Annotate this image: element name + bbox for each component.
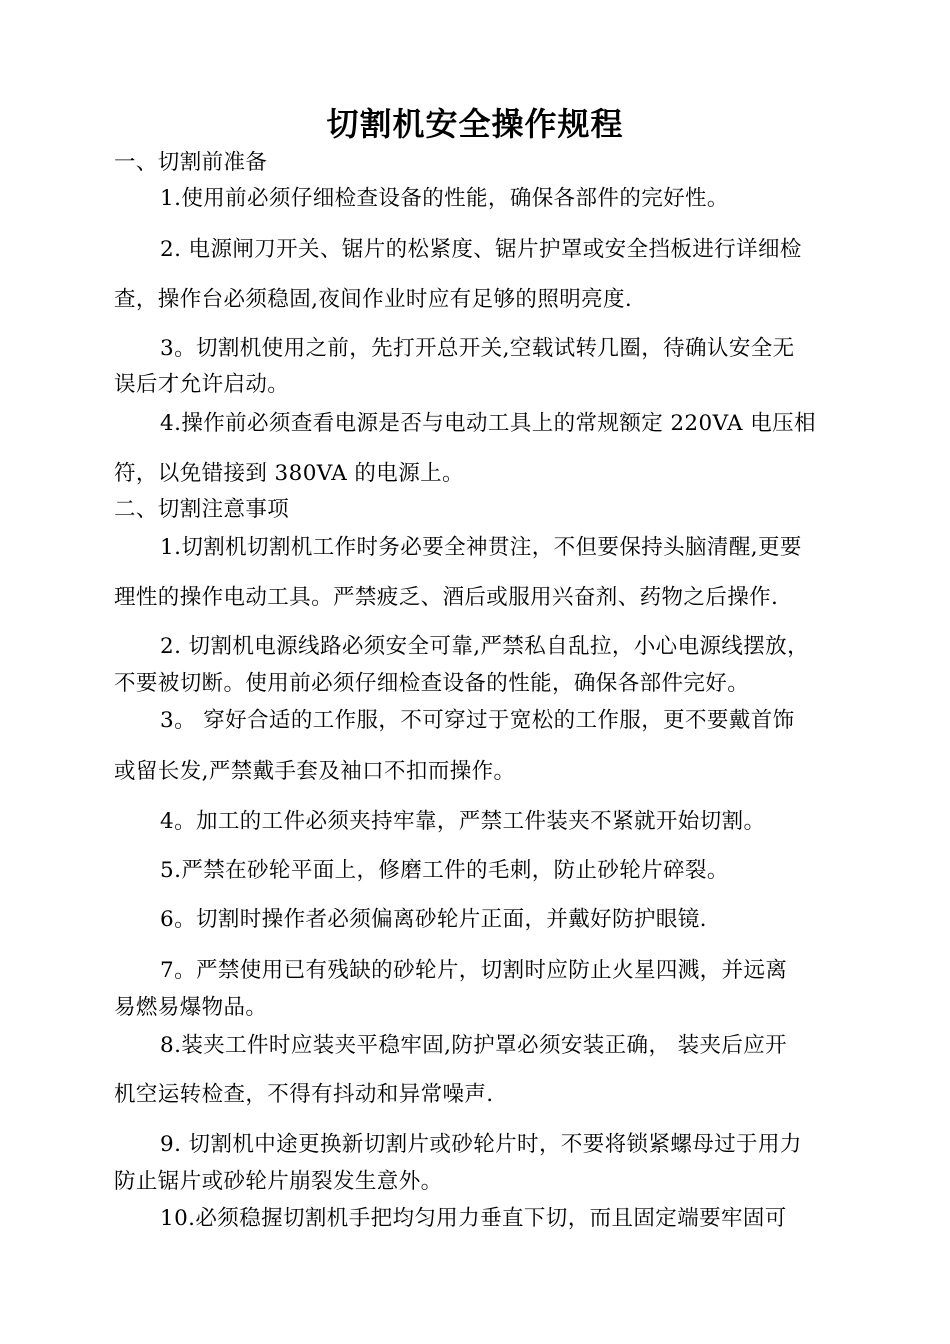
section-heading-1: 一、切割前准备 — [114, 150, 268, 175]
paragraph-line: 7。严禁使用已有残缺的砂轮片，切割时应防止火星四溅，并远离 — [160, 958, 788, 983]
paragraph-line: 符，以免错接到 380VA 的电源上。 — [114, 461, 464, 486]
paragraph-line: 5.严禁在砂轮平面上，修磨工件的毛刺，防止砂轮片碎裂。 — [160, 858, 729, 883]
paragraph-line: 4.操作前必须查看电源是否与电动工具上的常规额定 220VA 电压相 — [160, 411, 816, 436]
paragraph-line: 易燃易爆物品。 — [114, 995, 268, 1020]
paragraph-line: 理性的操作电动工具。严禁疲乏、酒后或服用兴奋剂、药物之后操作. — [114, 585, 779, 610]
section-heading-2: 二、切割注意事项 — [114, 497, 290, 522]
paragraph-line: 9. 切割机中途更换新切割片或砂轮片时，不要将锁紧螺母过于用力 — [160, 1132, 802, 1157]
document-title: 切割机安全操作规程 — [326, 105, 624, 143]
paragraph-line: 1.使用前必须仔细检查设备的性能，确保各部件的完好性。 — [160, 186, 729, 211]
paragraph-line: 2. 切割机电源线路必须安全可靠,严禁私自乱拉，小心电源线摆放， — [160, 634, 809, 659]
paragraph-line: 1.切割机切割机工作时务必要全神贯注，不但要保持头脑清醒,更要 — [160, 535, 802, 560]
paragraph-line: 机空运转检查，不得有抖动和异常噪声. — [114, 1082, 494, 1107]
paragraph-line: 4。加工的工件必须夹持牢靠，严禁工件装夹不紧就开始切割。 — [160, 809, 766, 834]
paragraph-line: 10.必须稳握切割机手把均匀用力垂直下切，而且固定端要牢固可 — [160, 1206, 787, 1231]
paragraph-line: 防止锯片或砂轮片崩裂发生意外。 — [114, 1169, 443, 1194]
paragraph-line: 6。切割时操作者必须偏离砂轮片正面，并戴好防护眼镜. — [160, 907, 707, 932]
paragraph-line: 查，操作台必须稳固,夜间作业时应有足够的照明亮度. — [114, 287, 633, 312]
paragraph-line: 8.装夹工件时应装夹平稳牢固,防护罩必须安装正确， 装夹后应开 — [160, 1033, 788, 1058]
paragraph-line: 不要被切断。使用前必须仔细检查设备的性能，确保各部件完好。 — [114, 671, 750, 696]
paragraph-line: 误后才允许启动。 — [114, 372, 290, 397]
paragraph-line: 3。 穿好合适的工作服，不可穿过于宽松的工作服，更不要戴首饰 — [160, 708, 795, 733]
paragraph-line: 或留长发,严禁戴手套及袖口不扣而操作。 — [114, 759, 516, 784]
paragraph-line: 2. 电源闸刀开关、锯片的松紧度、锯片护罩或安全挡板进行详细检 — [160, 237, 802, 262]
paragraph-line: 3。切割机使用之前，先打开总开关,空载试转几圈，待确认安全无 — [160, 336, 795, 361]
